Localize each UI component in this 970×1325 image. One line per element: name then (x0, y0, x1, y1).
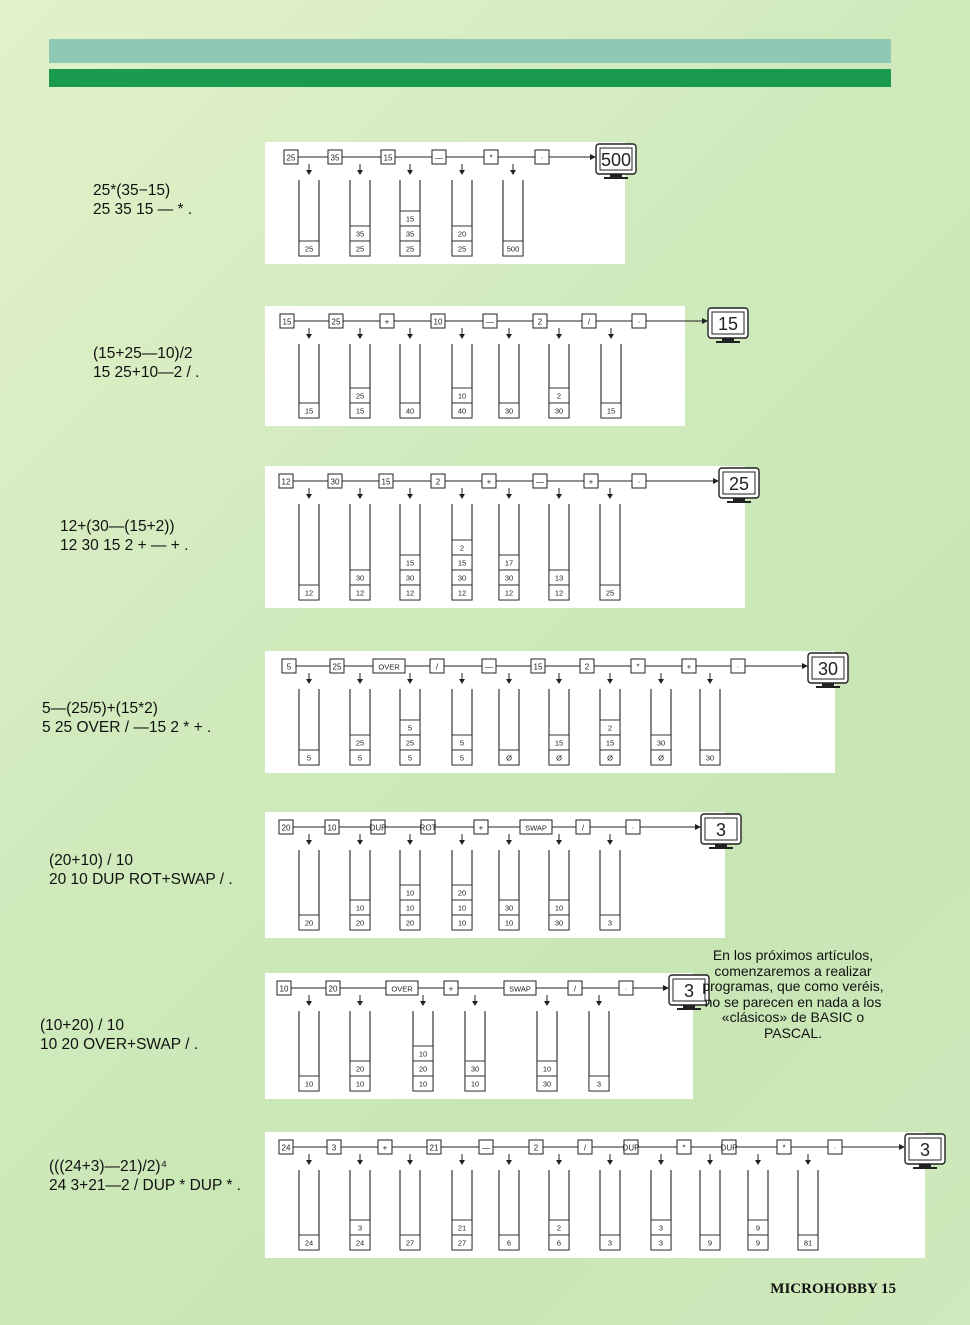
stack-value: 2 (556, 1223, 562, 1233)
postfix-expression: 15 25+10—2 / . (93, 364, 200, 381)
stack-value: 5 (459, 753, 465, 763)
postfix-expression: 20 10 DUP ROT+SWAP / . (49, 871, 233, 888)
postfix-expression: 10 20 OVER+SWAP / . (40, 1036, 199, 1053)
token-label: / (435, 662, 439, 672)
token-label: 5 (286, 662, 292, 672)
token-label: — (435, 153, 443, 163)
stack-value: 25 (605, 588, 615, 598)
token-label: DUP (622, 1143, 640, 1153)
token-label: 15 (383, 153, 393, 163)
token-label: + (486, 477, 492, 487)
token-label: 3 (331, 1143, 337, 1153)
stack-value: 20 (457, 888, 467, 898)
token-label: * (636, 662, 640, 672)
token-label: 24 (281, 1143, 291, 1153)
arrow-head (702, 318, 708, 324)
stack-value: 5 (407, 753, 413, 763)
stack-value: 3 (357, 1223, 363, 1233)
stack-value: 30 (705, 753, 715, 763)
token-label: * (682, 1143, 686, 1153)
stack-value: 5 (407, 723, 413, 733)
stack-diagram (265, 973, 693, 1099)
token-label: 20 (328, 984, 338, 994)
token-label: * (782, 1143, 786, 1153)
stack-value: 25 (457, 244, 467, 254)
stack-value: 12 (304, 588, 314, 598)
token-label: 15 (282, 317, 292, 327)
stack-diagram-svg (265, 812, 725, 938)
stack-diagram-svg (265, 973, 693, 1099)
infix-expression: 25*(35−15) (93, 182, 171, 199)
token-label: 25 (286, 153, 296, 163)
stack-value: 24 (304, 1238, 314, 1248)
stack-value: 2 (556, 391, 562, 401)
header-bar-dark (49, 69, 891, 87)
stack-value: 9 (755, 1238, 761, 1248)
infix-expression: (((24+3)—21)/2)⁴ (49, 1158, 168, 1175)
stack-value: 10 (470, 1079, 480, 1089)
stack-value: 20 (418, 1064, 428, 1074)
stack-value: 30 (355, 573, 365, 583)
stack-value: 30 (542, 1079, 552, 1089)
stack-value: 5 (357, 753, 363, 763)
token-label: + (384, 317, 390, 327)
token-label: / (573, 984, 577, 994)
token-label: · (637, 477, 641, 487)
stack-diagram (265, 812, 725, 938)
stack-value: 10 (405, 888, 415, 898)
stack-value: 12 (405, 588, 415, 598)
stack-value: Ø (556, 753, 562, 763)
stack-value: 10 (418, 1079, 428, 1089)
stack-value: 3 (658, 1238, 664, 1248)
example-expression (49, 851, 233, 889)
stack-value: 15 (554, 738, 564, 748)
token-label: · (540, 153, 544, 163)
arrow-head (590, 154, 596, 160)
infix-expression: (10+20) / 10 (40, 1017, 125, 1034)
stack-value: 10 (542, 1064, 552, 1074)
monitor-icon (708, 308, 748, 343)
stack-value: 35 (355, 229, 365, 239)
stack-value: 10 (304, 1079, 314, 1089)
example-expression (40, 1016, 198, 1054)
result-value: 500 (600, 150, 632, 170)
token-label: 25 (332, 662, 342, 672)
monitor-icon (596, 144, 636, 179)
token-label: 2 (584, 662, 590, 672)
infix-expression: (20+10) / 10 (49, 852, 134, 869)
stack-value: 25 (355, 391, 365, 401)
stack-value: 9 (707, 1238, 713, 1248)
postfix-expression: 12 30 15 2 + — + . (60, 537, 189, 554)
token-label: 21 (429, 1143, 439, 1153)
token-label: OVER (391, 984, 413, 994)
token-label: + (588, 477, 594, 487)
stack-value: 500 (506, 244, 520, 254)
postfix-expression: 25 35 15 — * . (93, 201, 193, 218)
stack-diagram-svg (265, 466, 750, 608)
token-label: ROT (419, 823, 437, 833)
stack-value: 20 (355, 918, 365, 928)
token-label: / (583, 1143, 587, 1153)
token-label: 20 (281, 823, 291, 833)
example-expression (60, 517, 188, 555)
token-label: DUP (369, 823, 387, 833)
stack-value: 35 (405, 229, 415, 239)
stack-diagram-svg (265, 306, 739, 426)
token-label: SWAP (525, 823, 547, 833)
stack-value: 10 (405, 903, 415, 913)
stack-value: 10 (355, 1079, 365, 1089)
stack-value: 3 (658, 1223, 664, 1233)
token-label: — (486, 317, 494, 327)
stack-value: 25 (405, 244, 415, 254)
stack-value: 30 (504, 903, 514, 913)
token-label: 2 (533, 1143, 539, 1153)
stack-value: 10 (554, 903, 564, 913)
stack-value: 5 (459, 738, 465, 748)
token-label: 10 (279, 984, 289, 994)
token-label: + (448, 984, 454, 994)
stack-value: 3 (607, 1238, 613, 1248)
token-label: 12 (281, 477, 291, 487)
example-expression (42, 699, 211, 737)
stack-value: 25 (355, 244, 365, 254)
stack-value: 2 (607, 723, 613, 733)
stack-value: 40 (457, 406, 467, 416)
stack-value: 40 (405, 406, 415, 416)
token-label: SWAP (509, 984, 531, 994)
token-label: 15 (381, 477, 391, 487)
stack-value: 30 (554, 918, 564, 928)
stack-value: 30 (405, 573, 415, 583)
stack-value: 15 (405, 214, 415, 224)
stack-value: 13 (554, 573, 564, 583)
page-footer: MICROHOBBY 15 (770, 1281, 896, 1297)
result-value: 25 (728, 474, 750, 494)
stack-value: 30 (656, 738, 666, 748)
token-label: 35 (330, 153, 340, 163)
stack-value: 12 (554, 588, 564, 598)
stack-value: 24 (355, 1238, 365, 1248)
token-label: 15 (533, 662, 543, 672)
arrow-head (695, 824, 701, 830)
example-expression (93, 344, 199, 382)
token-label: 2 (537, 317, 543, 327)
example-expression (49, 1157, 241, 1195)
token-label: 30 (330, 477, 340, 487)
stack-value: 15 (405, 558, 415, 568)
postfix-expression: 24 3+21—2 / DUP * DUP * . (49, 1177, 241, 1194)
stack-value: 25 (304, 244, 314, 254)
stack-value: 12 (355, 588, 365, 598)
token-label: — (485, 662, 493, 672)
stack-value: Ø (506, 753, 512, 763)
result-value: 3 (919, 1140, 931, 1160)
token-label: + (686, 662, 692, 672)
stack-value: Ø (658, 753, 664, 763)
stack-value: 10 (457, 391, 467, 401)
stack-value: 20 (355, 1064, 365, 1074)
token-label: DUP (720, 1143, 738, 1153)
token-label: 10 (433, 317, 443, 327)
monitor-icon (808, 653, 848, 688)
stack-value: 81 (803, 1238, 813, 1248)
stack-value: Ø (607, 753, 613, 763)
stack-diagram (265, 306, 739, 426)
token-label: + (382, 1143, 388, 1153)
token-label: 25 (331, 317, 341, 327)
stack-value: 10 (457, 918, 467, 928)
token-label: 2 (435, 477, 441, 487)
stack-value: 9 (755, 1223, 761, 1233)
token-label: + (478, 823, 484, 833)
arrow-head (899, 1144, 905, 1150)
arrow-head (713, 478, 719, 484)
stack-value: 30 (504, 406, 514, 416)
token-label: — (536, 477, 544, 487)
token-label: · (624, 984, 628, 994)
side-note: En los próximos artículos, comenzaremos a realizar programas, que como veréis, no se parecen en nada a los «clásicos» de BASIC o PASCAL. (702, 947, 884, 1041)
stack-value: 6 (506, 1238, 512, 1248)
token-label: / (587, 317, 591, 327)
stack-value: 15 (605, 738, 615, 748)
stack-value: 30 (470, 1064, 480, 1074)
stack-value: 5 (306, 753, 312, 763)
postfix-expression: 5 25 OVER / —15 2 * + . (42, 719, 212, 736)
token-label: 10 (327, 823, 337, 833)
stack-value: 10 (457, 903, 467, 913)
arrow-head (663, 985, 669, 991)
infix-expression: (15+25—10)/2 (93, 345, 193, 362)
stack-value: 30 (504, 573, 514, 583)
stack-diagram (265, 466, 750, 608)
result-value: 30 (817, 659, 839, 679)
stack-value: 15 (355, 406, 365, 416)
stack-value: 30 (457, 573, 467, 583)
stack-value: 30 (554, 406, 564, 416)
stack-value: 3 (596, 1079, 602, 1089)
token-label: · (631, 823, 635, 833)
stack-value: 15 (457, 558, 467, 568)
stack-value: 6 (556, 1238, 562, 1248)
token-label: · (736, 662, 740, 672)
stack-value: 12 (457, 588, 467, 598)
stack-diagram-svg (265, 1132, 931, 1258)
token-label: OVER (378, 662, 400, 672)
stack-value: 17 (504, 558, 514, 568)
stack-value: 10 (355, 903, 365, 913)
stack-value: 3 (607, 918, 613, 928)
token-label: / (581, 823, 585, 833)
result-value: 3 (683, 981, 695, 1001)
infix-expression: 12+(30—(15+2)) (60, 518, 175, 535)
result-value: 15 (717, 314, 739, 334)
header-bar-light (49, 39, 891, 63)
stack-diagram-svg (265, 651, 839, 773)
stack-value: 12 (504, 588, 514, 598)
result-value: 3 (715, 820, 727, 840)
stack-value: 20 (304, 918, 314, 928)
token-label: * (489, 153, 493, 163)
stack-diagram-svg (265, 142, 632, 264)
stack-value: 15 (606, 406, 616, 416)
stack-diagram (265, 142, 632, 264)
stack-value: 27 (405, 1238, 415, 1248)
stack-value: 20 (405, 918, 415, 928)
stack-value: 15 (304, 406, 314, 416)
infix-expression: 5—(25/5)+(15*2) (42, 700, 158, 717)
monitor-icon (719, 468, 759, 503)
stack-value: 25 (405, 738, 415, 748)
token-label: — (482, 1143, 490, 1153)
stack-diagram (265, 651, 839, 773)
stack-value: 27 (457, 1238, 467, 1248)
monitor-icon (701, 814, 741, 849)
example-expression (93, 181, 192, 219)
token-label: · (833, 1143, 837, 1153)
stack-value: 10 (418, 1049, 428, 1059)
stack-value: 10 (504, 918, 514, 928)
stack-value: 21 (457, 1223, 467, 1233)
stack-value: 20 (457, 229, 467, 239)
token-label: · (637, 317, 641, 327)
monitor-icon (905, 1134, 945, 1169)
stack-value: 2 (459, 543, 465, 553)
arrow-head (802, 663, 808, 669)
stack-value: 25 (355, 738, 365, 748)
stack-diagram (265, 1132, 931, 1258)
